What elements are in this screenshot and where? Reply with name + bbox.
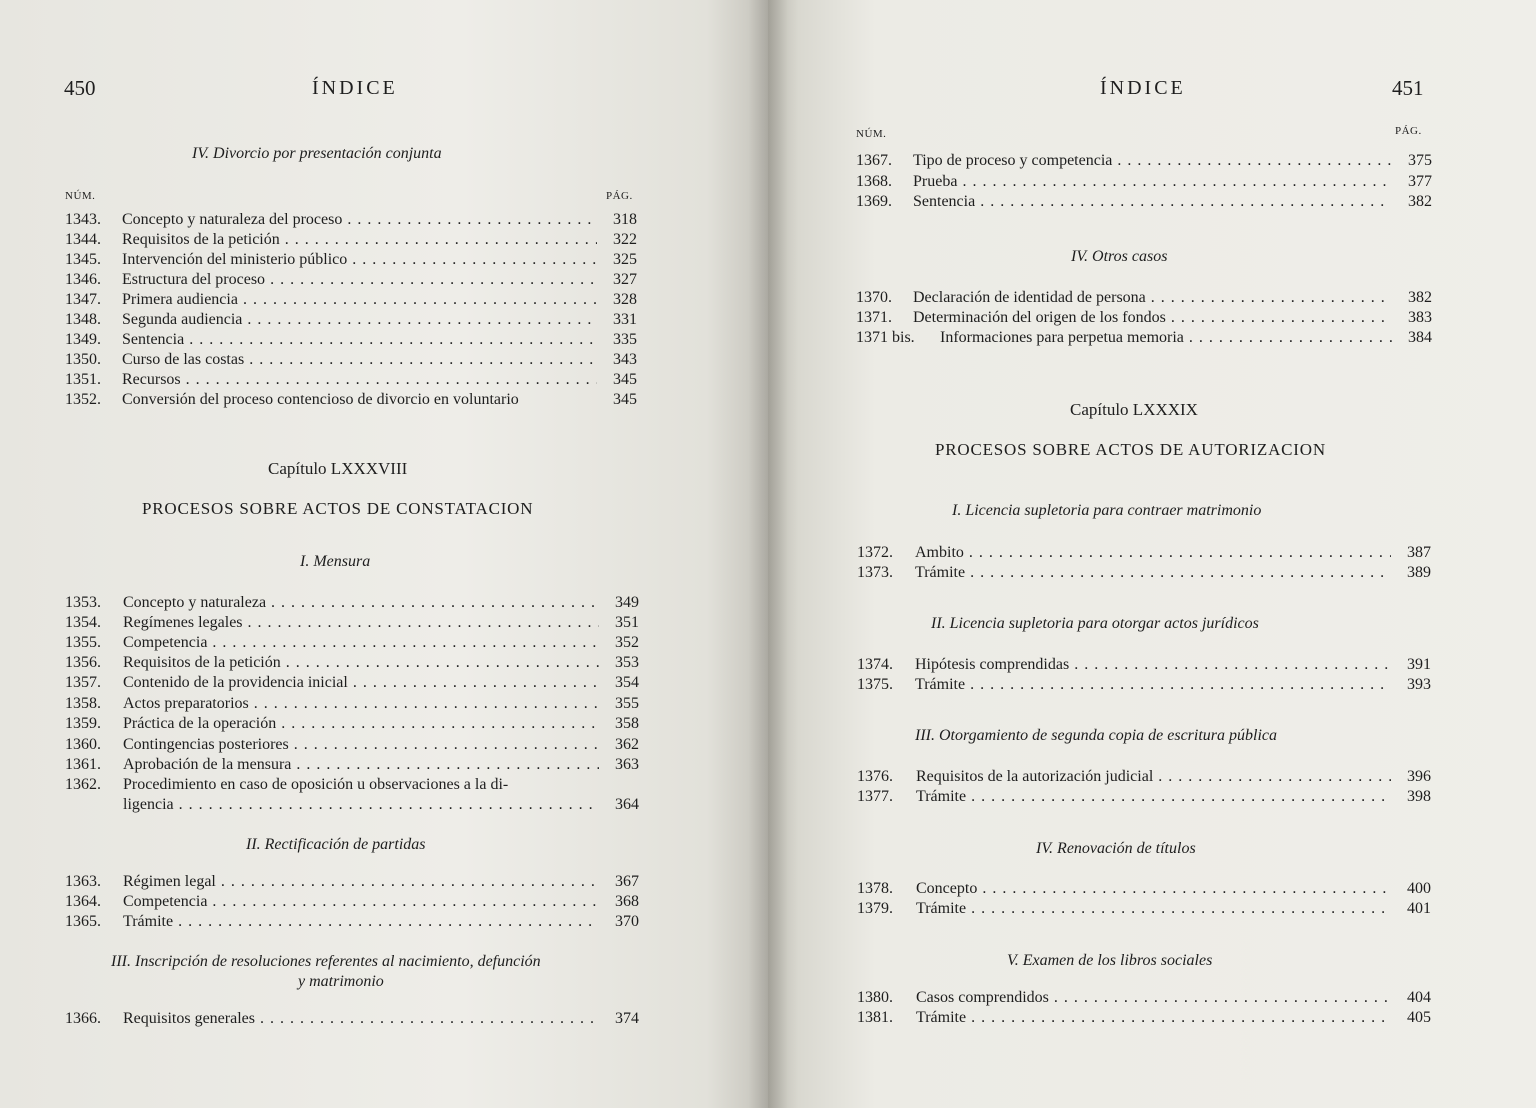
entry-title: Declaración de identidad de persona . . . — [913, 288, 1391, 308]
toc-entry[interactable] — [857, 899, 1431, 919]
entry-page: 400 — [1407, 880, 1431, 897]
toc-entry[interactable] — [65, 210, 637, 230]
entry-title: Trámite . . . — [916, 899, 1391, 919]
entry-title: Concepto y naturaleza del proceso . . . — [122, 210, 597, 230]
entry-title: Trámite . . . — [915, 563, 1391, 583]
entry-page: 345 — [613, 391, 637, 408]
entry-number: 1345. — [65, 251, 101, 268]
toc-entry[interactable] — [65, 755, 639, 775]
toc-entry[interactable] — [65, 872, 639, 892]
entry-page: 318 — [613, 211, 637, 228]
page-number: 451 — [1392, 76, 1424, 100]
entry-title: Competencia . . . — [123, 633, 599, 653]
entry-title: Contenido de la providencia inicial . . . — [123, 673, 599, 693]
section-heading: IV. Divorcio por presentación conjunta — [192, 145, 442, 162]
entry-number: 1344. — [65, 231, 101, 248]
entry-title: Trámite . . . — [915, 675, 1391, 695]
entry-number: 1355. — [65, 634, 101, 651]
toc-entry[interactable] — [65, 714, 639, 734]
toc-entry[interactable] — [65, 633, 639, 653]
entry-page: 355 — [615, 695, 639, 712]
entry-title: Procedimiento en caso de oposición u observaciones a la di- — [123, 776, 509, 793]
entry-number: 1376. — [857, 768, 893, 785]
toc-entry[interactable] — [65, 350, 637, 370]
entry-title: Regímenes legales . . . — [123, 613, 599, 633]
toc-entry[interactable] — [65, 613, 639, 633]
entry-title: Requisitos de la petición . . . — [122, 230, 597, 250]
toc-entry[interactable] — [857, 787, 1431, 807]
toc-entry[interactable] — [857, 1008, 1431, 1028]
entry-number: 1357. — [65, 674, 101, 691]
entry-title: Trámite . . . — [123, 912, 599, 932]
entry-number: 1366. — [65, 1010, 101, 1027]
entry-page: 345 — [613, 371, 637, 388]
entry-title: Régimen legal . . . — [123, 872, 599, 892]
entry-page: 331 — [613, 311, 637, 328]
toc-entry[interactable] — [857, 543, 1431, 563]
entry-number: 1360. — [65, 736, 101, 753]
entry-title: Estructura del proceso . . . — [122, 270, 597, 290]
toc-entry[interactable] — [65, 290, 637, 310]
toc-entry[interactable] — [856, 288, 1432, 308]
toc-entry[interactable] — [856, 308, 1432, 328]
entry-page: 398 — [1407, 788, 1431, 805]
entry-title: Contingencias posteriores . . . — [123, 735, 599, 755]
toc-entry[interactable] — [65, 370, 637, 390]
section-heading: I. Mensura — [300, 553, 371, 570]
entry-title: Trámite . . . — [916, 787, 1391, 807]
entry-title: Concepto . . . — [916, 879, 1391, 899]
entry-number: 1370. — [856, 289, 892, 306]
entry-number: 1364. — [65, 893, 101, 910]
entry-page: 389 — [1407, 564, 1431, 581]
entry-page: 362 — [615, 736, 639, 753]
section-heading: II. Licencia supletoria para otorgar actos jurídicos — [931, 615, 1259, 632]
toc-entry[interactable] — [65, 735, 639, 755]
entry-page: 363 — [615, 756, 639, 773]
entry-number: 1347. — [65, 291, 101, 308]
entry-title: Ambito . . . — [915, 543, 1391, 563]
entry-page: 405 — [1407, 1009, 1431, 1026]
page-number: 450 — [64, 76, 96, 100]
entry-number: 1374. — [857, 656, 893, 673]
running-head: ÍNDICE — [312, 77, 398, 99]
entry-page: 343 — [613, 351, 637, 368]
entry-number: 1356. — [65, 654, 101, 671]
entry-number: 1353. — [65, 594, 101, 611]
entry-page: 322 — [613, 231, 637, 248]
toc-entry[interactable] — [856, 172, 1432, 192]
entry-title: Conversión del proceso contencioso de divorcio en voluntario — [122, 391, 519, 408]
entry-title: Segunda audiencia . . . — [122, 310, 597, 330]
entry-title: Práctica de la operación . . . — [123, 714, 599, 734]
column-header-pag: PÁG. — [1395, 125, 1422, 137]
entry-number: 1371 bis. — [856, 329, 915, 346]
entry-title: Concepto y naturaleza . . . — [123, 593, 599, 613]
entry-page: 335 — [613, 331, 637, 348]
entry-page: 384 — [1408, 329, 1432, 346]
entry-number: 1371. — [856, 309, 892, 326]
toc-entry[interactable] — [65, 230, 637, 250]
entry-number: 1380. — [857, 989, 893, 1006]
entry-page: 358 — [615, 715, 639, 732]
entry-number: 1367. — [856, 152, 892, 169]
toc-entry[interactable] — [65, 250, 637, 270]
entry-title-continuation: ligencia . . . — [123, 795, 599, 815]
entry-title: Recursos . . . — [122, 370, 597, 390]
entry-title: Requisitos de la autorización judicial . . . — [916, 767, 1391, 787]
entry-page: 375 — [1408, 152, 1432, 169]
entry-page: 325 — [613, 251, 637, 268]
entry-title: Intervención del ministerio público . . . — [122, 250, 597, 270]
entry-page: 387 — [1407, 544, 1431, 561]
entry-number: 1369. — [856, 193, 892, 210]
toc-entry[interactable] — [65, 694, 639, 714]
entry-page: 351 — [615, 614, 639, 631]
entry-page: 368 — [615, 893, 639, 910]
entry-page: 382 — [1408, 193, 1432, 210]
entry-page: 383 — [1408, 309, 1432, 326]
entry-number: 1352. — [65, 391, 101, 408]
right-page — [768, 0, 1536, 1108]
entry-page: 393 — [1407, 676, 1431, 693]
toc-entry[interactable] — [65, 330, 637, 350]
section-heading-continuation: y matrimonio — [298, 973, 384, 990]
entry-number: 1361. — [65, 756, 101, 773]
entry-number: 1363. — [65, 873, 101, 890]
entry-number: 1378. — [857, 880, 893, 897]
entry-title: Prueba . . . — [913, 172, 1391, 192]
toc-entry[interactable] — [65, 270, 637, 290]
entry-page: 327 — [613, 271, 637, 288]
toc-entry[interactable] — [856, 328, 1432, 348]
entry-title: Competencia . . . — [123, 892, 599, 912]
chapter-title: PROCESOS SOBRE ACTOS DE CONSTATACION — [142, 499, 534, 518]
entry-number: 1368. — [856, 173, 892, 190]
entry-number: 1365. — [65, 913, 101, 930]
entry-title: Trámite . . . — [916, 1008, 1391, 1028]
entry-title: Casos comprendidos . . . — [916, 988, 1391, 1008]
entry-number: 1373. — [857, 564, 893, 581]
entry-page: 391 — [1407, 656, 1431, 673]
entry-title: Requisitos generales . . . — [123, 1009, 599, 1029]
toc-entry[interactable] — [65, 1009, 639, 1029]
toc-entry[interactable] — [857, 988, 1431, 1008]
column-header-num: NÚM. — [856, 128, 887, 140]
toc-entry[interactable] — [65, 775, 639, 815]
entry-number: 1372. — [857, 544, 893, 561]
toc-entry[interactable] — [65, 912, 639, 932]
entry-number: 1359. — [65, 715, 101, 732]
toc-entry[interactable] — [857, 879, 1431, 899]
chapter-number: Capítulo LXXXIX — [1070, 400, 1198, 419]
entry-number: 1379. — [857, 900, 893, 917]
toc-entry[interactable] — [65, 892, 639, 912]
entry-title: Determinación del origen de los fondos . . . — [913, 308, 1391, 328]
entry-page: 370 — [615, 913, 639, 930]
entry-title: Curso de las costas . . . — [122, 350, 597, 370]
toc-entry[interactable] — [65, 673, 639, 693]
section-heading: III. Inscripción de resoluciones referentes al nacimiento, defunción — [111, 953, 541, 970]
entry-page: 367 — [615, 873, 639, 890]
section-heading: I. Licencia supletoria para contraer matrimonio — [952, 502, 1262, 519]
toc-entry[interactable] — [65, 390, 637, 410]
running-head: ÍNDICE — [1100, 77, 1186, 99]
toc-entry[interactable] — [857, 675, 1431, 695]
entry-title: Hipótesis comprendidas . . . — [915, 655, 1391, 675]
entry-title: Requisitos de la petición . . . — [123, 653, 599, 673]
entry-title: Aprobación de la mensura . . . — [123, 755, 599, 775]
entry-number: 1381. — [857, 1009, 893, 1026]
entry-title: Informaciones para perpetua memoria . . . — [940, 328, 1392, 348]
entry-title: Sentencia . . . — [913, 192, 1391, 212]
entry-number: 1362. — [65, 776, 101, 793]
entry-page: 401 — [1407, 900, 1431, 917]
entry-page: 404 — [1407, 989, 1431, 1006]
toc-entry[interactable] — [857, 767, 1431, 787]
entry-number: 1351. — [65, 371, 101, 388]
section-heading: III. Otorgamiento de segunda copia de escritura pública — [915, 727, 1278, 744]
toc-entry[interactable] — [856, 151, 1432, 171]
section-heading: V. Examen de los libros sociales — [1007, 952, 1213, 969]
entry-number: 1377. — [857, 788, 893, 805]
section-heading: IV. Renovación de títulos — [1036, 840, 1196, 857]
entry-number: 1348. — [65, 311, 101, 328]
entry-page: 328 — [613, 291, 637, 308]
entry-page: 382 — [1408, 289, 1432, 306]
entry-number: 1349. — [65, 331, 101, 348]
entry-title: Actos preparatorios . . . — [123, 694, 599, 714]
entry-number: 1346. — [65, 271, 101, 288]
column-header-num: NÚM. — [65, 190, 96, 202]
chapter-title: PROCESOS SOBRE ACTOS DE AUTORIZACION — [935, 440, 1326, 459]
section-heading: IV. Otros casos — [1071, 248, 1168, 265]
toc-entry[interactable] — [856, 192, 1432, 212]
entry-title: Tipo de proceso y competencia . . . — [913, 151, 1391, 171]
entry-page: 349 — [615, 594, 639, 611]
book-gutter — [748, 0, 788, 1108]
entry-number: 1343. — [65, 211, 101, 228]
entry-page: 354 — [615, 674, 639, 691]
toc-entry[interactable] — [65, 653, 639, 673]
entry-number: 1350. — [65, 351, 101, 368]
entry-title: Primera audiencia . . . — [122, 290, 597, 310]
section-heading: II. Rectificación de partidas — [246, 836, 426, 853]
toc-entry[interactable] — [857, 563, 1431, 583]
entry-page: 377 — [1408, 173, 1432, 190]
column-header-pag: PÁG. — [606, 190, 633, 202]
entry-page: 353 — [615, 654, 639, 671]
toc-entry[interactable] — [65, 593, 639, 613]
entry-number: 1358. — [65, 695, 101, 712]
entry-number: 1375. — [857, 676, 893, 693]
toc-entry[interactable] — [857, 655, 1431, 675]
chapter-number: Capítulo LXXXVIII — [268, 459, 408, 478]
entry-page: 352 — [615, 634, 639, 651]
entry-page: 396 — [1407, 768, 1431, 785]
entry-title: Sentencia . . . — [122, 330, 597, 350]
entry-page: 364 — [615, 796, 639, 813]
entry-page: 374 — [615, 1010, 639, 1027]
entry-number: 1354. — [65, 614, 101, 631]
toc-entry[interactable] — [65, 310, 637, 330]
